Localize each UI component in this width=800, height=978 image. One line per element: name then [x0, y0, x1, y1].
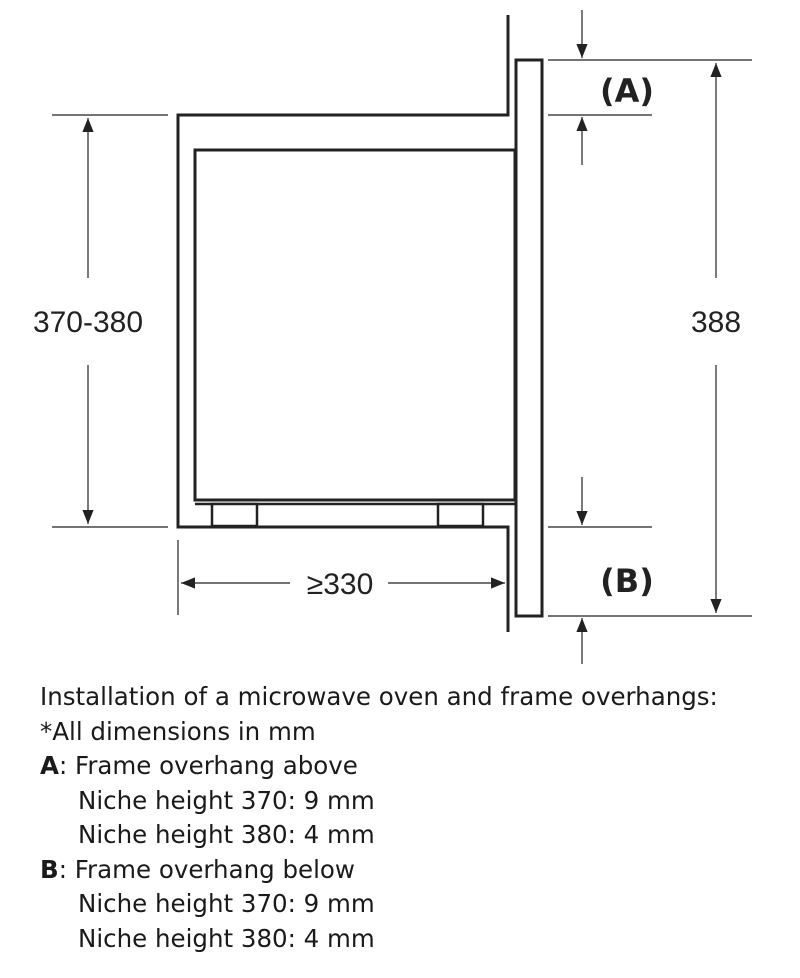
section-a-heading: [40, 749, 790, 784]
overhang-a-label: (A): [599, 72, 655, 110]
section-b-heading-text: : Frame overhang below: [58, 854, 355, 884]
front-frame: [516, 60, 542, 616]
section-b-heading: [40, 853, 790, 888]
section-b-line-1: Niche height 370: 9 mm: [78, 889, 375, 918]
units-note: *All dimensions in mm: [40, 716, 316, 746]
section-a-line-1: Niche height 370: 9 mm: [78, 785, 375, 815]
oven-foot-right: [438, 504, 483, 526]
section-a-key: A: [40, 751, 59, 780]
oven-foot-left: [212, 504, 257, 526]
section-b-key: B: [40, 854, 59, 884]
section-a-heading-text: : Frame overhang above: [58, 751, 358, 780]
overhang-b-label: (B): [600, 562, 654, 600]
caption: [40, 680, 790, 956]
oven-body: [195, 150, 515, 500]
caption-title: Installation of a microwave oven and frame overhangs:: [40, 682, 718, 711]
niche-height-label: 370-380: [32, 306, 144, 339]
niche-depth-label: ≥330: [306, 568, 374, 601]
section-b-line-2: Niche height 380: 4 mm: [78, 923, 375, 953]
section-a-line-2: Niche height 380: 4 mm: [78, 820, 375, 849]
total-height-label: 388: [690, 306, 742, 339]
